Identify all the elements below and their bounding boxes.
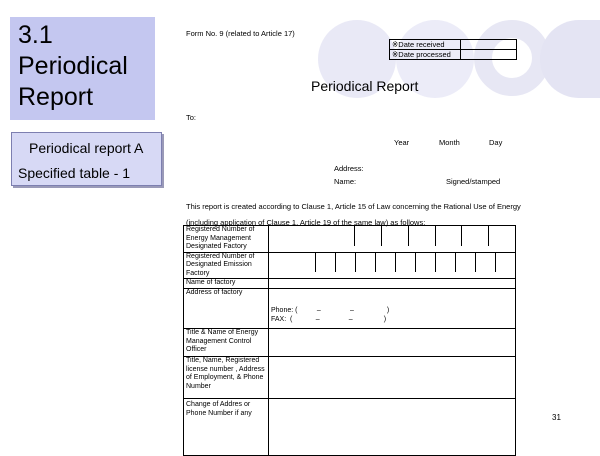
table-row	[184, 226, 516, 253]
fax-line: FAX: ( – – )	[271, 315, 387, 323]
phone-line: Phone: ( – – )	[271, 307, 390, 314]
change-value	[269, 399, 516, 456]
factory-name-value	[269, 279, 516, 289]
factory-name-label: Name of factory	[184, 279, 269, 289]
slide-title-line-2: Periodical	[18, 52, 128, 80]
registered-energy-cells	[269, 226, 516, 253]
license-label: Title, Name, Registered license number , Address of Employment, & Phone Number	[184, 357, 269, 399]
slide-title-line-1: 3.1	[18, 21, 53, 49]
slide-title-line-3: Report	[18, 83, 94, 111]
subtitle-line-1: Periodical report A	[29, 140, 144, 156]
year-label: Year	[394, 138, 410, 147]
decor-circle-4	[540, 20, 600, 98]
address-label: Address:	[334, 164, 364, 173]
table-row	[184, 289, 516, 329]
officer-value	[269, 329, 516, 357]
report-title: Periodical Report	[311, 78, 419, 94]
slide-title	[10, 17, 155, 120]
to-label: To:	[186, 113, 197, 122]
registered-emission-label: Registered Number of Designated Emission Factory	[184, 252, 269, 279]
report-table	[183, 225, 516, 456]
table-row	[184, 252, 516, 279]
month-label: Month	[439, 138, 460, 147]
intro-text: This report is created according to Clause 1, Article 15 of Law concerning the Rational Use of Energy (including application of Clause 1, Article 19 of the same law) as follows:	[186, 202, 521, 227]
registered-energy-label: Registered Number of Energy Management Designated Factory	[184, 226, 269, 253]
table-row	[184, 357, 516, 399]
table-row	[184, 329, 516, 357]
factory-address-label: Address of factory	[184, 289, 269, 329]
subtitle-box	[11, 132, 162, 186]
name-label: Name:	[334, 177, 357, 186]
subtitle-line-2: Specified table - 1	[18, 165, 131, 181]
date-received-label: ※Date received	[390, 40, 461, 50]
date-box	[389, 39, 517, 60]
table-row	[184, 399, 516, 456]
form-number: Form No. 9 (related to Article 17)	[186, 29, 295, 38]
date-received-value	[461, 40, 517, 50]
date-processed-value	[461, 50, 517, 60]
signed-stamped-label: Signed/stamped	[446, 177, 501, 186]
factory-contact	[269, 289, 516, 329]
page-number: 31	[552, 413, 561, 422]
date-processed-label: ※Date processed	[390, 50, 461, 60]
table-row	[184, 279, 516, 289]
license-value	[269, 357, 516, 399]
day-label: Day	[489, 138, 503, 147]
officer-label: Title & Name of Energy Management Control Officer	[184, 329, 269, 357]
change-label: Change of Addres or Phone Number if any	[184, 399, 269, 456]
registered-emission-cells	[269, 252, 516, 279]
